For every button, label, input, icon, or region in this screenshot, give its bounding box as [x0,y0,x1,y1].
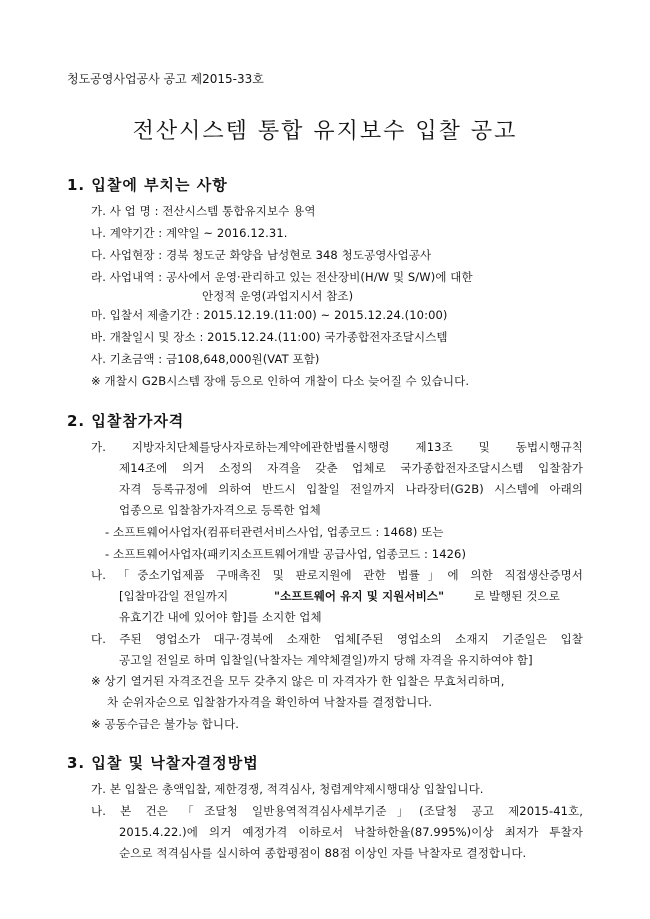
s2-sub-item-1426: - 소프트웨어사업자(패키지소프트웨어개발 공급사업, 업종코드 : 1426) [105,547,467,561]
s3-line-na-3: 순으로 적격심사를 실시하여 종합평점이 88점 이상인 자를 낙찰자로 결정합니다. [119,846,527,860]
s2-line-na-1: 나. 「중소기업제품 구매촉진 및 판로지원에 관한 법률」에 의한 직접생산증명서 [91,568,583,582]
section-3-heading: 3. 입찰 및 낙찰자결정방법 [67,754,259,772]
s1-line-sa: 사. 기초금액 : 금108,648,000원(VAT 포함) [91,352,320,366]
section-1-heading: 1. 입찰에 부치는 사항 [67,176,228,194]
s2-line-ga-4: 업종으로 입찰참가자격으로 등록한 업체 [119,503,321,517]
s2-line-ga-1: 가. 지방자치단체를당사자로하는계약에관한법률시행령 제13조 및 동법시행규칙 [91,440,583,454]
page-title: 전산시스템 통합 유지보수 입찰 공고 [132,119,518,144]
s2-line-da-2: 공고일 전일로 하며 입찰일(낙찰자는 계약체결일)까지 당해 자격을 유지하여야 함] [119,653,533,667]
s2-note-1: ※ 상기 열거된 자격조건을 모두 갖추지 않은 미 자격자가 한 입찰은 무효처리하며, [91,674,505,688]
notice-number: 청도공영사업공사 공고 제2015-33호 [67,72,264,86]
s1-line-ma: 마. 입찰서 제출기간 : 2015.12.19.(11:00) ~ 2015.12.24.(10:00) [91,308,448,322]
s2-line-na-2b: 로 발행된 것으로 [474,589,560,603]
s2-line-na-2a: [입찰마감일 전일까지 [119,589,229,603]
s3-line-na-2: 2015.4.22.)에 의거 예정가격 이하로서 낙찰하한율(87.995%)이상 최저가 투찰자 [119,825,583,839]
s2-line-da-1: 다. 주된 영업소가 대구·경북에 소재한 업체[주된 영업소의 소재지 기준일은 입찰 [91,632,583,646]
s2-note-1-cont: 차 순위자순으로 입찰참가자격을 확인하여 낙찰자를 결정합니다. [107,695,433,709]
s1-line-da: 다. 사업현장 : 경북 청도군 화양읍 남성현로 348 청도공영사업공사 [91,248,432,262]
s2-line-na-3: 유효기간 내에 있어야 함]를 소지한 업체 [119,610,322,624]
s2-sub-item-1468: - 소프트웨어사업자(컴퓨터관련서비스사업, 업종코드 : 1468) 또는 [105,525,444,539]
s2-line-na-2-service: "소프트웨어 유지 및 지원서비스" [274,589,445,603]
s2-line-ga-2: 제14조에 의거 소정의 자격을 갖춘 업체로 국가종합전자조달시스템 입찰참가 [119,461,583,475]
s1-note: ※ 개찰시 G2B시스템 장애 등으로 인하여 개찰이 다소 늦어질 수 있습니다. [91,374,470,388]
s3-line-ga: 가. 본 입찰은 총액입찰, 제한경쟁, 적격심사, 청렴계약제시행대상 입찰입니다. [91,782,484,796]
s1-line-ga: 가. 사 업 명 : 전산시스템 통합유지보수 용역 [91,204,316,218]
s2-line-ga-3: 자격 등록규정에 의하여 반드시 입찰일 전일까지 나라장터(G2B) 시스템에 아래의 [119,482,583,496]
s1-line-ba: 바. 개찰일시 및 장소 : 2015.12.24.(11:00) 국가종합전자조달시스템 [91,330,448,344]
s1-line-ra: 라. 사업내역 : 공사에서 운영·관리하고 있는 전산장비(H/W 및 S/W)에 대한 [91,270,473,284]
s3-line-na-1: 나. 본 건은 「조달청 일반용역적격심사세부기준」(조달청 공고 제2015-41호, [91,804,583,818]
s1-line-ra-cont: 안정적 운영(과업지시서 참조) [202,289,354,303]
section-2-heading: 2. 입찰참가자격 [67,412,185,430]
s1-line-na: 나. 계약기간 : 계약일 ~ 2016.12.31. [91,226,288,240]
s2-note-2: ※ 공동수급은 불가능 합니다. [91,717,240,731]
